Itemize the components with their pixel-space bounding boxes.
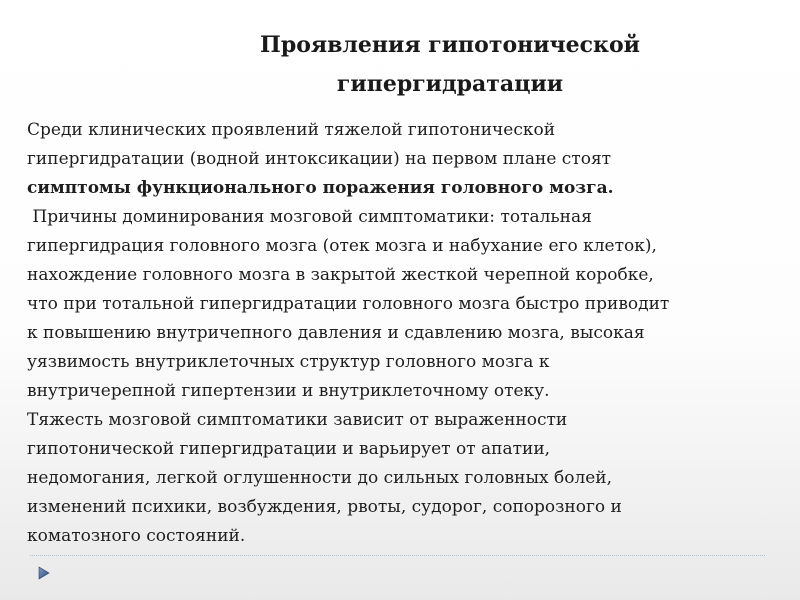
body-line: что при тотальной гипергидратации головного мозга быстро приводит: [27, 294, 670, 314]
body-line: недомогания, легкой оглушенности до сильных головных болей,: [27, 468, 613, 488]
slide-title: [120, 26, 780, 104]
body-line: к повышению внутричепного давления и сдавлению мозга, высокая: [27, 323, 645, 343]
body-line: гипергидратации (водной интоксикации) на первом плане стоят: [27, 149, 612, 169]
body-line: гипотонической гипергидратации и варьирует от апатии,: [27, 439, 551, 459]
body-line: уязвимость внутриклеточных структур головного мозга к: [27, 352, 550, 372]
body-line: внутричерепной гипертензии и внутриклеточному отеку.: [27, 381, 550, 401]
body-line-emphasis: симптомы функционального поражения головного мозга.: [27, 178, 614, 198]
slide-body-text: [27, 116, 777, 551]
play-arrow-icon[interactable]: [37, 566, 51, 580]
body-line: Тяжесть мозговой симптоматики зависит от выраженности: [27, 410, 568, 430]
body-line: коматозного состояний.: [27, 526, 246, 546]
slide-title-line: гипергидратации: [336, 71, 564, 97]
body-line: Среди клинических проявлений тяжелой гипотонической: [27, 120, 556, 140]
slide-title-line: Проявления гипотонической: [260, 32, 640, 58]
body-line: Причины доминирования мозговой симптоматики: тотальная: [27, 207, 592, 227]
body-line: нахождение головного мозга в закрытой жесткой черепной коробке,: [27, 265, 654, 285]
footer-divider: [30, 555, 765, 556]
body-line: гипергидрация головного мозга (отек мозга и набухание его клеток),: [27, 236, 657, 256]
body-line: изменений психики, возбуждения, рвоты, судорог, сопорозного и: [27, 497, 622, 517]
